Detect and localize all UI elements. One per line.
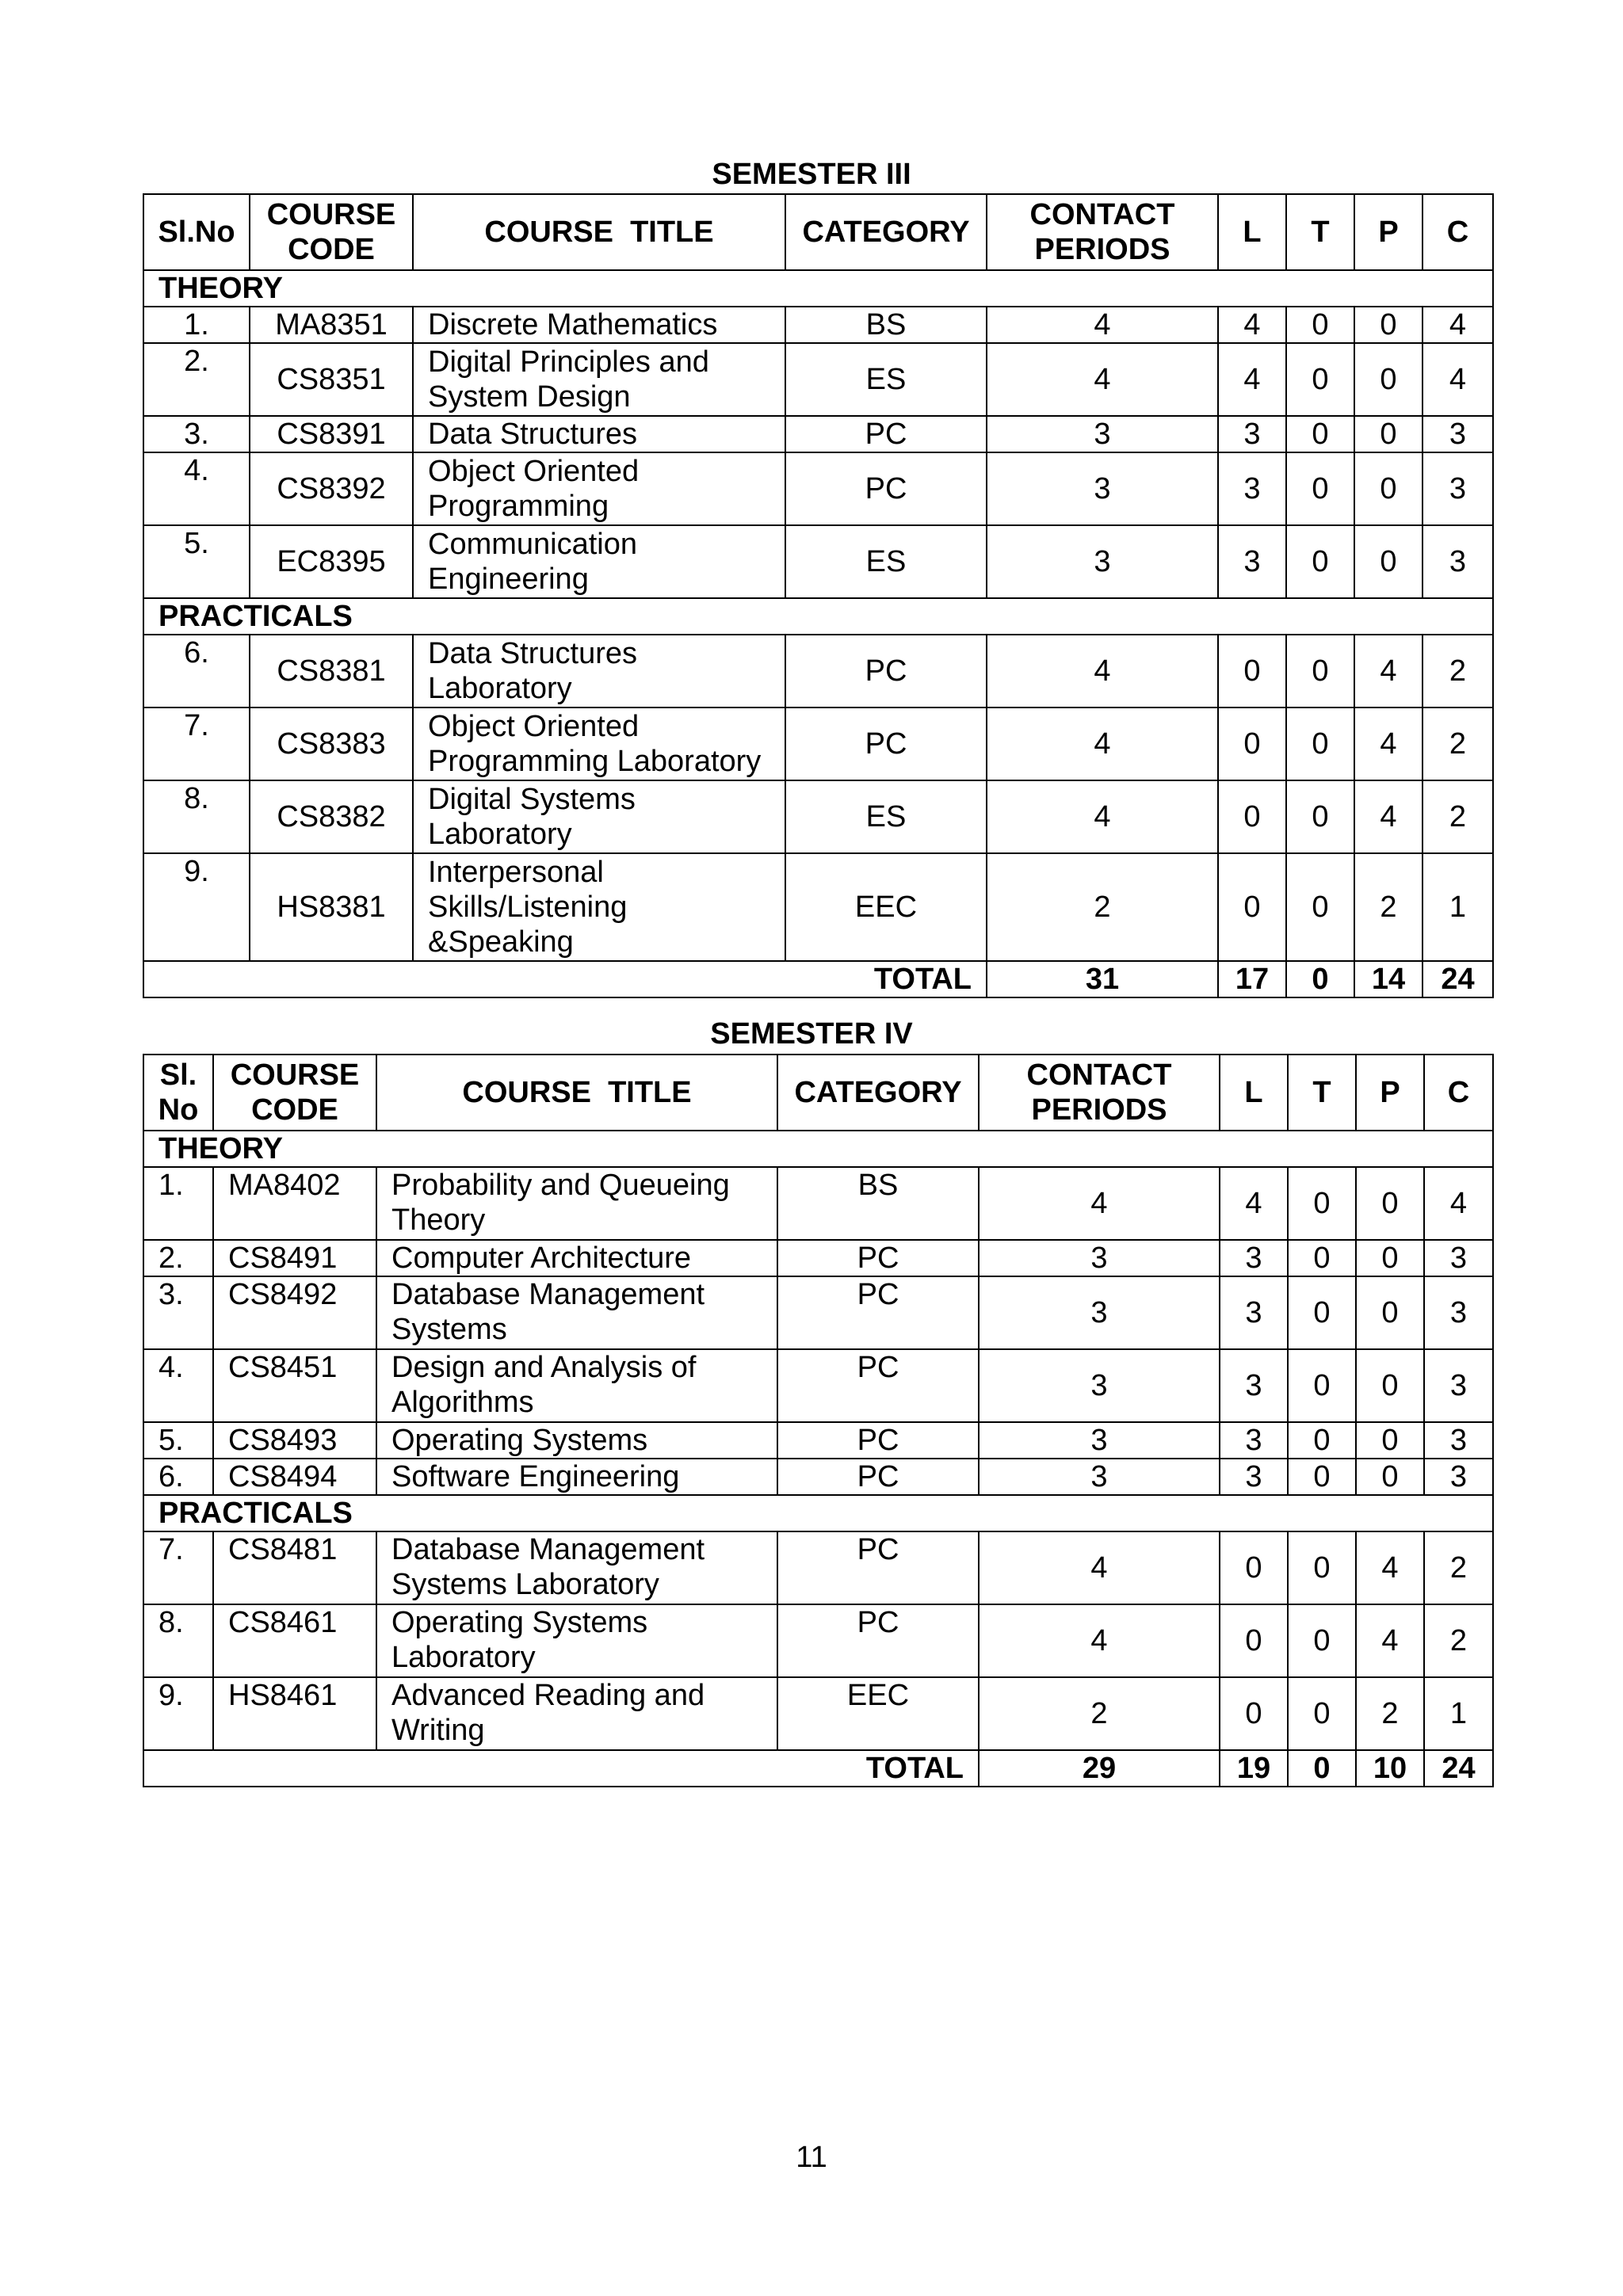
l-cell: 4	[1218, 307, 1286, 343]
category-cell: BS	[777, 1167, 979, 1240]
c-cell: 3	[1424, 1240, 1493, 1276]
contact-periods-cell: 3	[987, 525, 1218, 598]
header-l: L	[1220, 1055, 1288, 1131]
t-cell: 0	[1288, 1240, 1356, 1276]
table-row	[143, 1349, 1493, 1422]
course-title-cell	[376, 1240, 777, 1276]
c-cell: 3	[1424, 1459, 1493, 1495]
section-label: THEORY	[143, 1131, 1493, 1167]
sl-no-cell: 7.	[143, 1531, 213, 1604]
course-title-line: Skills/Listening	[428, 891, 628, 924]
sl-no-cell: 3.	[143, 416, 250, 452]
course-code-cell: CS8492	[213, 1276, 376, 1349]
header-contact-periods: CONTACT PERIODS	[987, 194, 1218, 270]
table-row	[143, 1604, 1493, 1677]
course-title-line: Advanced Reading and	[391, 1679, 705, 1712]
sl-no-cell: 3.	[143, 1276, 213, 1349]
l-cell: 3	[1220, 1240, 1288, 1276]
p-cell: 4	[1354, 780, 1423, 853]
course-title-line: Discrete Mathematics	[428, 308, 718, 341]
table-row	[143, 1422, 1493, 1459]
sl-no-cell: 1.	[143, 1167, 213, 1240]
t-cell: 0	[1286, 416, 1354, 452]
course-title-line: Database Management	[391, 1278, 705, 1311]
contact-periods-cell: 2	[987, 853, 1218, 961]
contact-periods-cell: 4	[979, 1531, 1220, 1604]
sl-no-cell: 6.	[143, 635, 250, 707]
course-title-cell	[376, 1459, 777, 1495]
p-cell: 0	[1354, 307, 1423, 343]
header-course-code: COURSE CODE	[213, 1055, 376, 1131]
l-cell: 4	[1218, 343, 1286, 416]
course-code-cell: CS8451	[213, 1349, 376, 1422]
table-row	[143, 343, 1493, 416]
t-cell: 0	[1288, 1422, 1356, 1459]
contact-periods-cell: 3	[979, 1349, 1220, 1422]
course-title-line: Algorithms	[391, 1386, 534, 1419]
course-title-cell	[413, 416, 785, 452]
course-code-cell: CS8494	[213, 1459, 376, 1495]
course-title-line: Software Engineering	[391, 1460, 680, 1493]
contact-periods-cell: 4	[979, 1604, 1220, 1677]
table-row	[143, 1276, 1493, 1349]
course-code-cell: CS8391	[250, 416, 413, 452]
course-code-cell: CS8481	[213, 1531, 376, 1604]
c-cell: 2	[1423, 780, 1493, 853]
total-l-cell: 19	[1220, 1750, 1288, 1787]
l-cell: 0	[1220, 1677, 1288, 1750]
t-cell: 0	[1288, 1531, 1356, 1604]
c-cell: 4	[1424, 1167, 1493, 1240]
practicals-section-row	[143, 1495, 1493, 1531]
course-title-cell	[413, 525, 785, 598]
course-title-line: Laboratory	[391, 1641, 536, 1674]
course-code-cell: CS8351	[250, 343, 413, 416]
contact-periods-cell: 4	[987, 307, 1218, 343]
header-p: P	[1354, 194, 1423, 270]
total-l-cell: 17	[1218, 961, 1286, 997]
semester-3-header-row	[143, 194, 1493, 270]
c-cell: 3	[1424, 1349, 1493, 1422]
total-p-cell: 14	[1354, 961, 1423, 997]
category-cell: PC	[777, 1240, 979, 1276]
course-title-line: Data Structures	[428, 418, 637, 451]
total-c-cell: 24	[1423, 961, 1493, 997]
total-p-cell: 10	[1356, 1750, 1424, 1787]
total-periods-cell: 29	[979, 1750, 1220, 1787]
header-t: T	[1286, 194, 1354, 270]
contact-periods-cell: 3	[979, 1459, 1220, 1495]
sl-no-cell: 4.	[143, 452, 250, 525]
p-cell: 0	[1356, 1349, 1424, 1422]
category-cell: PC	[777, 1459, 979, 1495]
total-row	[143, 1750, 1493, 1787]
course-title-line: Systems Laboratory	[391, 1568, 659, 1601]
sl-no-cell: 1.	[143, 307, 250, 343]
c-cell: 1	[1423, 853, 1493, 961]
category-cell: PC	[777, 1276, 979, 1349]
contact-periods-cell: 4	[987, 707, 1218, 780]
l-cell: 0	[1218, 780, 1286, 853]
course-code-cell: CS8392	[250, 452, 413, 525]
course-title-cell	[376, 1531, 777, 1604]
table-row	[143, 1459, 1493, 1495]
p-cell: 0	[1356, 1167, 1424, 1240]
contact-periods-cell: 3	[987, 416, 1218, 452]
contact-periods-cell: 4	[979, 1167, 1220, 1240]
category-cell: PC	[785, 635, 987, 707]
course-title-line: Digital Systems	[428, 783, 636, 816]
c-cell: 3	[1424, 1276, 1493, 1349]
category-cell: PC	[777, 1531, 979, 1604]
theory-section-row	[143, 1131, 1493, 1167]
t-cell: 0	[1286, 452, 1354, 525]
p-cell: 0	[1356, 1459, 1424, 1495]
course-title-line: Communication	[428, 528, 637, 561]
p-cell: 0	[1356, 1276, 1424, 1349]
course-title-cell	[413, 452, 785, 525]
header-sl-no: Sl. No	[143, 1055, 213, 1131]
course-title-line: Laboratory	[428, 818, 572, 851]
course-title-cell	[376, 1167, 777, 1240]
contact-periods-cell: 3	[979, 1276, 1220, 1349]
header-contact-periods: CONTACT PERIODS	[979, 1055, 1220, 1131]
contact-periods-cell: 3	[987, 452, 1218, 525]
contact-periods-cell: 4	[987, 343, 1218, 416]
t-cell: 0	[1288, 1349, 1356, 1422]
course-title-line: Theory	[391, 1203, 486, 1237]
semester-4-header-row	[143, 1055, 1493, 1131]
course-title-cell	[376, 1604, 777, 1677]
table-row	[143, 1677, 1493, 1750]
course-code-cell: CS8381	[250, 635, 413, 707]
course-title-line: Object Oriented	[428, 710, 640, 743]
course-code-cell: MA8351	[250, 307, 413, 343]
l-cell: 3	[1218, 452, 1286, 525]
table-row	[143, 1240, 1493, 1276]
table-row	[143, 707, 1493, 780]
sl-no-cell: 5.	[143, 525, 250, 598]
course-title-line: Programming Laboratory	[428, 745, 762, 778]
header-course-code: COURSE CODE	[250, 194, 413, 270]
semester-3-table	[143, 193, 1494, 998]
course-title-line: Digital Principles and	[428, 345, 709, 379]
t-cell: 0	[1288, 1167, 1356, 1240]
p-cell: 4	[1356, 1531, 1424, 1604]
semester-4-table	[143, 1054, 1494, 1787]
course-title-line: Operating Systems	[391, 1606, 648, 1639]
course-title-line: Object Oriented	[428, 455, 640, 488]
course-title-line: Laboratory	[428, 672, 572, 705]
course-title-line: Probability and Queueing	[391, 1169, 730, 1202]
t-cell: 0	[1286, 307, 1354, 343]
course-code-cell: CS8491	[213, 1240, 376, 1276]
l-cell: 0	[1218, 707, 1286, 780]
table-row	[143, 525, 1493, 598]
course-code-cell: CS8382	[250, 780, 413, 853]
p-cell: 0	[1356, 1240, 1424, 1276]
c-cell: 2	[1423, 707, 1493, 780]
section-label: PRACTICALS	[143, 1495, 1493, 1531]
course-title-line: Computer Architecture	[391, 1241, 692, 1275]
c-cell: 3	[1424, 1422, 1493, 1459]
t-cell: 0	[1286, 525, 1354, 598]
course-title-cell	[376, 1276, 777, 1349]
theory-section-row	[143, 270, 1493, 307]
category-cell: EEC	[785, 853, 987, 961]
course-title-cell	[413, 853, 785, 961]
course-title-line: Programming	[428, 490, 609, 523]
category-cell: ES	[785, 343, 987, 416]
category-cell: PC	[777, 1604, 979, 1677]
course-code-cell: MA8402	[213, 1167, 376, 1240]
sl-no-cell: 9.	[143, 1677, 213, 1750]
contact-periods-cell: 4	[987, 635, 1218, 707]
table-row	[143, 780, 1493, 853]
sl-no-cell: 9.	[143, 853, 250, 961]
header-l: L	[1218, 194, 1286, 270]
contact-periods-cell: 3	[979, 1422, 1220, 1459]
t-cell: 0	[1288, 1276, 1356, 1349]
l-cell: 3	[1220, 1459, 1288, 1495]
semester-4-title: SEMESTER IV	[710, 1017, 913, 1051]
p-cell: 4	[1354, 707, 1423, 780]
contact-periods-cell: 2	[979, 1677, 1220, 1750]
l-cell: 3	[1220, 1276, 1288, 1349]
course-title-cell	[413, 780, 785, 853]
p-cell: 0	[1356, 1422, 1424, 1459]
l-cell: 0	[1218, 635, 1286, 707]
course-code-cell: CS8493	[213, 1422, 376, 1459]
category-cell: ES	[785, 525, 987, 598]
t-cell: 0	[1286, 707, 1354, 780]
course-title-line: Database Management	[391, 1533, 705, 1566]
p-cell: 2	[1356, 1677, 1424, 1750]
c-cell: 1	[1424, 1677, 1493, 1750]
category-cell: ES	[785, 780, 987, 853]
c-cell: 2	[1423, 635, 1493, 707]
table-row	[143, 416, 1493, 452]
p-cell: 0	[1354, 525, 1423, 598]
section-label: PRACTICALS	[143, 598, 1493, 635]
course-title-line: Engineering	[428, 563, 589, 596]
course-title-line: System Design	[428, 380, 631, 414]
l-cell: 3	[1220, 1422, 1288, 1459]
l-cell: 4	[1220, 1167, 1288, 1240]
l-cell: 0	[1220, 1604, 1288, 1677]
total-t-cell: 0	[1288, 1750, 1356, 1787]
course-title-line: Design and Analysis of	[391, 1351, 697, 1384]
category-cell: PC	[777, 1349, 979, 1422]
sl-no-cell: 2.	[143, 343, 250, 416]
category-cell: PC	[785, 452, 987, 525]
c-cell: 3	[1423, 416, 1493, 452]
course-title-line: Data Structures	[428, 637, 637, 670]
course-title-cell	[413, 635, 785, 707]
t-cell: 0	[1288, 1677, 1356, 1750]
course-title-line: Operating Systems	[391, 1424, 648, 1457]
l-cell: 0	[1218, 853, 1286, 961]
course-title-line: Writing	[391, 1714, 485, 1747]
total-row	[143, 961, 1493, 997]
sl-no-cell: 5.	[143, 1422, 213, 1459]
p-cell: 0	[1354, 343, 1423, 416]
c-cell: 4	[1423, 307, 1493, 343]
course-title-line: Systems	[391, 1313, 507, 1346]
course-code-cell: CS8461	[213, 1604, 376, 1677]
contact-periods-cell: 3	[979, 1240, 1220, 1276]
table-row	[143, 1531, 1493, 1604]
sl-no-cell: 6.	[143, 1459, 213, 1495]
t-cell: 0	[1286, 343, 1354, 416]
c-cell: 4	[1423, 343, 1493, 416]
t-cell: 0	[1286, 780, 1354, 853]
table-row	[143, 853, 1493, 961]
category-cell: BS	[785, 307, 987, 343]
table-row	[143, 307, 1493, 343]
course-code-cell: EC8395	[250, 525, 413, 598]
sl-no-cell: 8.	[143, 1604, 213, 1677]
category-cell: EEC	[777, 1677, 979, 1750]
course-title-cell	[376, 1677, 777, 1750]
course-title-line: Interpersonal	[428, 856, 604, 889]
total-t-cell: 0	[1286, 961, 1354, 997]
c-cell: 3	[1423, 452, 1493, 525]
course-title-cell	[376, 1422, 777, 1459]
table-row	[143, 1167, 1493, 1240]
sl-no-cell: 4.	[143, 1349, 213, 1422]
total-periods-cell: 31	[987, 961, 1218, 997]
category-cell: PC	[777, 1422, 979, 1459]
total-label: TOTAL	[143, 1750, 979, 1787]
category-cell: PC	[785, 416, 987, 452]
t-cell: 0	[1288, 1604, 1356, 1677]
total-label: TOTAL	[143, 961, 987, 997]
course-code-cell: CS8383	[250, 707, 413, 780]
contact-periods-cell: 4	[987, 780, 1218, 853]
header-course-title: COURSE TITLE	[413, 194, 785, 270]
c-cell: 2	[1424, 1604, 1493, 1677]
practicals-section-row	[143, 598, 1493, 635]
course-title-cell	[413, 343, 785, 416]
table-row	[143, 452, 1493, 525]
semester-3-title: SEMESTER III	[712, 158, 911, 191]
table-row	[143, 635, 1493, 707]
t-cell: 0	[1286, 635, 1354, 707]
t-cell: 0	[1288, 1459, 1356, 1495]
t-cell: 0	[1286, 853, 1354, 961]
course-title-line: &Speaking	[428, 925, 574, 959]
l-cell: 0	[1220, 1531, 1288, 1604]
course-title-cell	[413, 307, 785, 343]
sl-no-cell: 8.	[143, 780, 250, 853]
header-category: CATEGORY	[785, 194, 987, 270]
course-code-cell: HS8381	[250, 853, 413, 961]
c-cell: 2	[1424, 1531, 1493, 1604]
page-number: 11	[796, 2141, 827, 2174]
sl-no-cell: 2.	[143, 1240, 213, 1276]
p-cell: 4	[1356, 1604, 1424, 1677]
total-c-cell: 24	[1424, 1750, 1493, 1787]
p-cell: 2	[1354, 853, 1423, 961]
p-cell: 0	[1354, 452, 1423, 525]
header-c: C	[1424, 1055, 1493, 1131]
p-cell: 0	[1354, 416, 1423, 452]
header-category: CATEGORY	[777, 1055, 979, 1131]
header-p: P	[1356, 1055, 1424, 1131]
header-c: C	[1423, 194, 1493, 270]
l-cell: 3	[1218, 416, 1286, 452]
sl-no-cell: 7.	[143, 707, 250, 780]
header-t: T	[1288, 1055, 1356, 1131]
course-title-cell	[413, 707, 785, 780]
header-course-title: COURSE TITLE	[376, 1055, 777, 1131]
section-label: THEORY	[143, 270, 1493, 307]
course-title-cell	[376, 1349, 777, 1422]
c-cell: 3	[1423, 525, 1493, 598]
course-code-cell: HS8461	[213, 1677, 376, 1750]
category-cell: PC	[785, 707, 987, 780]
l-cell: 3	[1218, 525, 1286, 598]
header-sl-no: Sl.No	[143, 194, 250, 270]
l-cell: 3	[1220, 1349, 1288, 1422]
p-cell: 4	[1354, 635, 1423, 707]
